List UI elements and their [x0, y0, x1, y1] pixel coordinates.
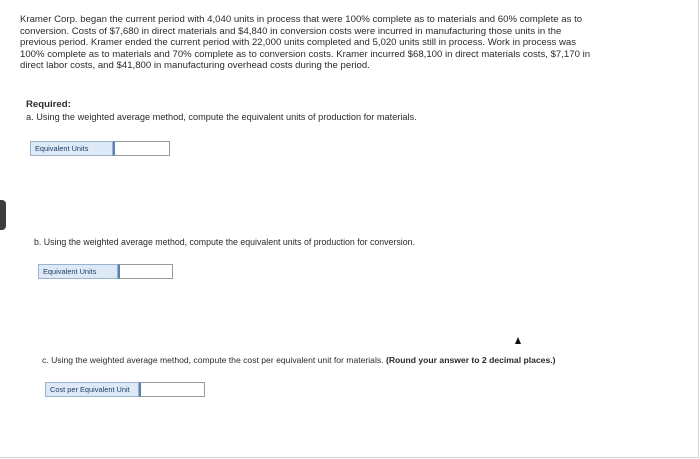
question-c — [42, 355, 555, 365]
problem-statement — [20, 14, 650, 72]
problem-line: Kramer Corp. began the current period with 4,040 units in process that were 100% complete as to materials and 60% complete as to — [20, 14, 583, 25]
cost-per-equivalent-unit-input[interactable] — [139, 382, 205, 397]
equivalent-units-conversion-input[interactable] — [118, 264, 173, 279]
question-a-text: a. Using the weighted average method, compute the equivalent units of production for materials. — [26, 112, 417, 122]
problem-line: 100% complete as to materials and 70% complete as to conversion costs. Kramer incurred $68,100 in direct materials costs, $7,170 in — [20, 48, 591, 60]
rounding-note: (Round your answer to 2 decimal places.) — [385, 355, 556, 365]
question-c-text: c. Using the weighted average method, compute the cost per equivalent unit for materials. — [42, 355, 384, 365]
answer-row-b — [38, 264, 173, 279]
mouse-cursor-icon — [515, 337, 521, 344]
question-b-text: b. Using the weighted average method, compute the equivalent units of production for conversion. — [34, 237, 415, 247]
problem-line: direct labor costs, and $41,800 in manufacturing overhead costs during the period. — [20, 60, 370, 72]
answer-row-c — [45, 382, 205, 397]
problem-line: previous period. Kramer ended the current period with 22,000 units completed and 5,020 units still in process. Work in process was — [20, 37, 577, 49]
answer-label-c: Cost per Equivalent Unit — [45, 382, 139, 397]
answer-label-b: Equivalent Units — [38, 264, 118, 279]
equivalent-units-materials-input[interactable] — [113, 141, 170, 156]
answer-row-a — [30, 141, 170, 156]
required-heading: Required: — [26, 99, 71, 110]
side-panel-tab[interactable] — [0, 200, 6, 230]
problem-line: conversion. Costs of $7,680 in direct materials and $4,840 in conversion costs were incurred in manufacturing those units in the — [20, 25, 562, 37]
answer-label-a: Equivalent Units — [30, 141, 113, 156]
